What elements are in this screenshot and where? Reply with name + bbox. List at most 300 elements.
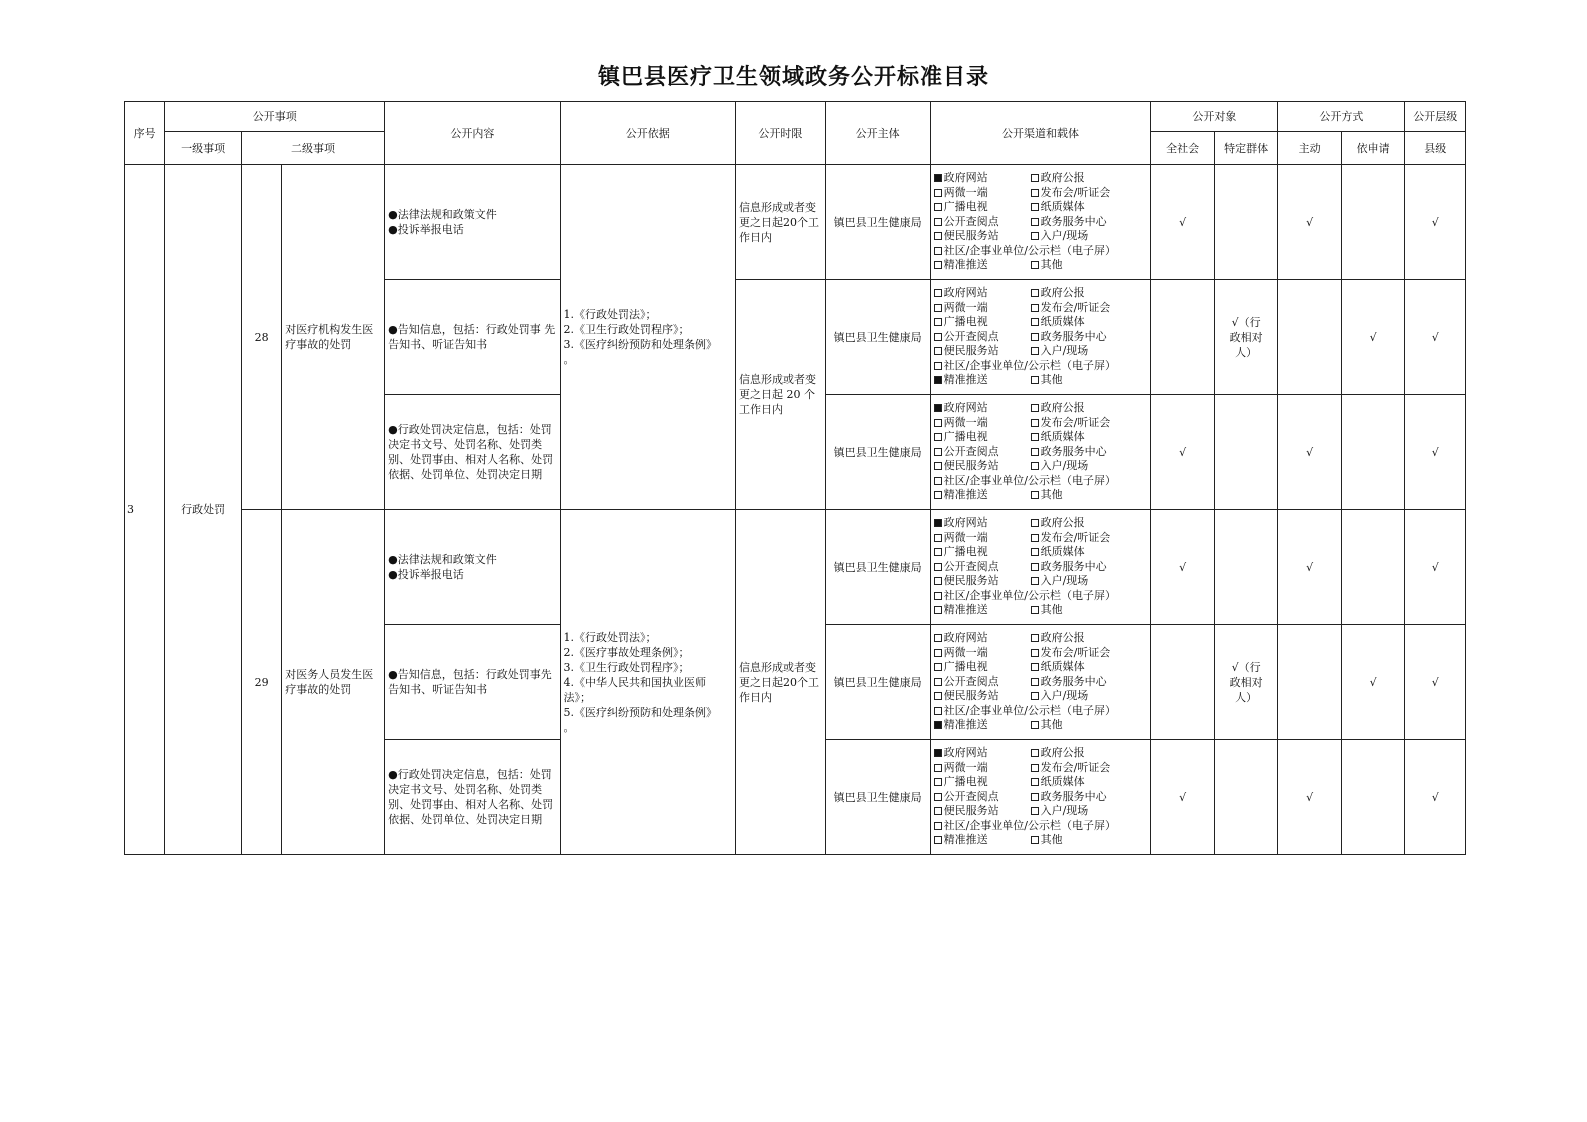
time-limit-cell: 信息形成或者变更之日起20个工作日内 — [735, 165, 825, 280]
checked-box-icon — [934, 721, 942, 729]
channel-label: 政府公报 — [1040, 286, 1085, 300]
unchecked-box-icon — [1031, 836, 1039, 844]
unchecked-box-icon — [1031, 218, 1039, 226]
channel-label: 政务服务中心 — [1040, 329, 1107, 343]
channel-label: 公开查阅点 — [943, 444, 999, 458]
channel-label: 广播电视 — [943, 775, 988, 789]
channel-label: 广播电视 — [943, 660, 988, 674]
channel-item — [1031, 718, 1148, 733]
method-request-cell: √ — [1341, 280, 1405, 395]
channel-item — [1031, 746, 1148, 761]
basis-line: 5.《医疗纠纷预防和处理条例》 — [563, 705, 718, 719]
header-tier: 公开层级 — [1405, 102, 1466, 132]
channel-item — [1031, 459, 1148, 474]
channel-item — [934, 244, 1148, 259]
audience-specific-cell — [1214, 395, 1278, 510]
channel-item — [934, 330, 1031, 345]
channel-label: 发布会/听证会 — [1040, 645, 1111, 659]
unchecked-box-icon — [1031, 519, 1039, 527]
channel-label: 政府公报 — [1040, 401, 1085, 415]
unchecked-box-icon — [1031, 692, 1039, 700]
level2-name: 对医务人员发生医疗事故的处罚 — [282, 510, 385, 855]
channel-item — [1031, 516, 1148, 531]
channel-item — [934, 819, 1148, 834]
header-method: 公开方式 — [1278, 102, 1405, 132]
channel-label: 两微一端 — [943, 760, 988, 774]
unchecked-box-icon — [934, 534, 942, 542]
channel-label: 精准推送 — [943, 488, 988, 502]
channel-item — [934, 186, 1031, 201]
channel-label: 政府网站 — [943, 516, 988, 530]
unchecked-box-icon — [934, 462, 942, 470]
subject-cell: 镇巴县卫生健康局 — [825, 280, 930, 395]
channel-item — [1031, 344, 1148, 359]
channel-item — [1031, 804, 1148, 819]
channel-label: 纸质媒体 — [1040, 200, 1085, 214]
channel-label: 社区/企事业单位/公示栏（电子屏） — [943, 473, 1116, 487]
basis-line: 。 — [563, 353, 575, 366]
channel-item — [934, 790, 1031, 805]
channel-label: 精准推送 — [943, 258, 988, 272]
basis-line: 1.《行政处罚法》； — [563, 308, 657, 321]
unchecked-box-icon — [934, 836, 942, 844]
content-cell — [385, 740, 560, 855]
channel-item — [1031, 775, 1148, 790]
channel-label: 纸质媒体 — [1040, 660, 1085, 674]
channel-item — [934, 488, 1031, 503]
catalog-table — [124, 101, 1466, 855]
channel-item — [934, 704, 1148, 719]
channel-label: 入户/现场 — [1040, 459, 1089, 473]
unchecked-box-icon — [1031, 749, 1039, 757]
channel-label: 入户/现场 — [1040, 574, 1089, 588]
channel-item — [934, 833, 1031, 848]
channel-label: 便民服务站 — [943, 344, 999, 358]
channel-item — [934, 589, 1148, 604]
channel-item — [1031, 660, 1148, 675]
basis-line: 。 — [563, 720, 575, 734]
channel-label: 两微一端 — [943, 645, 988, 659]
unchecked-box-icon — [1031, 491, 1039, 499]
checked-box-icon — [934, 174, 942, 182]
basis-line: 3.《医疗纠纷预防和处理条例》 — [563, 338, 718, 351]
channel-item — [934, 286, 1031, 301]
channel-label: 政府网站 — [943, 631, 988, 645]
channel-item — [934, 775, 1031, 790]
channel-label: 精准推送 — [943, 373, 988, 387]
audience-all-cell: √ — [1151, 165, 1215, 280]
channel-label: 广播电视 — [943, 545, 988, 559]
channel-label: 两微一端 — [943, 300, 988, 314]
channel-item — [1031, 330, 1148, 345]
method-request-cell: √ — [1341, 625, 1405, 740]
unchecked-box-icon — [1031, 649, 1039, 657]
unchecked-box-icon — [934, 793, 942, 801]
unchecked-box-icon — [934, 218, 942, 226]
channel-item — [934, 315, 1031, 330]
channel-item — [934, 560, 1031, 575]
channel-label: 公开查阅点 — [943, 214, 999, 228]
channel-label: 政务服务中心 — [1040, 214, 1107, 228]
unchecked-box-icon — [934, 764, 942, 772]
method-active-cell: √ — [1278, 395, 1342, 510]
header-tier-county: 县级 — [1405, 132, 1466, 165]
basis-cell — [560, 510, 735, 855]
unchecked-box-icon — [934, 634, 942, 642]
subject-cell: 镇巴县卫生健康局 — [825, 395, 930, 510]
catalog-body — [125, 165, 1466, 855]
audience-specific-cell — [1214, 740, 1278, 855]
unchecked-box-icon — [934, 692, 942, 700]
channel-label: 社区/企事业单位/公示栏（电子屏） — [943, 703, 1116, 717]
channel-label: 其他 — [1040, 488, 1063, 502]
channel-label: 社区/企事业单位/公示栏（电子屏） — [943, 358, 1116, 372]
tier-county-cell: √ — [1405, 510, 1466, 625]
channel-label: 纸质媒体 — [1040, 315, 1085, 329]
unchecked-box-icon — [1031, 606, 1039, 614]
channel-label: 两微一端 — [943, 185, 988, 199]
table-row — [125, 165, 1466, 280]
channel-item — [1031, 790, 1148, 805]
channel-label: 公开查阅点 — [943, 559, 999, 573]
content-cell — [385, 625, 560, 740]
header-content: 公开内容 — [385, 102, 560, 165]
unchecked-box-icon — [934, 663, 942, 671]
content-line: ●行政处罚决定信息，包括：处罚决定书文号、处罚名称、处罚类别、处罚事由、相对人名称、处罚依据、处罚单位、处罚决定日期 — [388, 768, 554, 826]
channel-label: 其他 — [1040, 603, 1063, 617]
header-audience: 公开对象 — [1151, 102, 1278, 132]
channel-item — [1031, 445, 1148, 460]
channel-label: 其他 — [1040, 833, 1063, 847]
unchecked-box-icon — [1031, 534, 1039, 542]
unchecked-box-icon — [1031, 721, 1039, 729]
channel-item — [1031, 186, 1148, 201]
channel-item — [934, 631, 1031, 646]
unchecked-box-icon — [934, 822, 942, 830]
channel-label: 政府公报 — [1040, 516, 1085, 530]
channel-item — [934, 516, 1031, 531]
unchecked-box-icon — [934, 678, 942, 686]
audience-specific-cell — [1214, 165, 1278, 280]
channel-item — [934, 804, 1031, 819]
unchecked-box-icon — [934, 419, 942, 427]
channel-label: 政府公报 — [1040, 171, 1085, 185]
unchecked-box-icon — [1031, 289, 1039, 297]
channel-label: 入户/现场 — [1040, 689, 1089, 703]
basis-line: 1.《行政处罚法》； — [563, 630, 657, 644]
channels-grid — [934, 171, 1148, 273]
checked-box-icon — [934, 749, 942, 757]
audience-specific-cell — [1214, 510, 1278, 625]
header-items: 公开事项 — [165, 102, 385, 132]
unchecked-box-icon — [934, 261, 942, 269]
tier-county-cell: √ — [1405, 395, 1466, 510]
channel-item — [1031, 301, 1148, 316]
time-limit-cell: 信息形成或者变更之日起20个工作日内 — [735, 510, 825, 855]
header-seq: 序号 — [125, 102, 165, 165]
unchecked-box-icon — [1031, 807, 1039, 815]
level1-cell: 行政处罚 — [165, 165, 242, 855]
unchecked-box-icon — [1031, 376, 1039, 384]
basis-line: 2.《医疗事故处理条例》； — [563, 645, 690, 659]
channel-label: 发布会/听证会 — [1040, 300, 1111, 314]
channel-item — [1031, 531, 1148, 546]
channel-item — [1031, 689, 1148, 704]
checked-box-icon — [934, 519, 942, 527]
method-active-cell: √ — [1278, 165, 1342, 280]
subject-cell: 镇巴县卫生健康局 — [825, 740, 930, 855]
channel-label: 公开查阅点 — [943, 329, 999, 343]
unchecked-box-icon — [934, 807, 942, 815]
unchecked-box-icon — [934, 362, 942, 370]
channel-label: 两微一端 — [943, 530, 988, 544]
content-line: ●告知信息，包括：行政处罚事 先告知书、听证告知书 — [388, 323, 556, 351]
channel-item — [934, 401, 1031, 416]
channel-label: 纸质媒体 — [1040, 545, 1085, 559]
content-cell — [385, 395, 560, 510]
unchecked-box-icon — [1031, 793, 1039, 801]
unchecked-box-icon — [934, 304, 942, 312]
channels-cell — [930, 625, 1151, 740]
channel-item — [934, 545, 1031, 560]
unchecked-box-icon — [934, 592, 942, 600]
content-cell — [385, 510, 560, 625]
channel-item — [1031, 416, 1148, 431]
header-m-request: 依申请 — [1341, 132, 1405, 165]
basis-line: 3.《卫生行政处罚程序》； — [563, 660, 690, 674]
tier-county-cell: √ — [1405, 625, 1466, 740]
subject-cell: 镇巴县卫生健康局 — [825, 165, 930, 280]
channel-item — [934, 675, 1031, 690]
unchecked-box-icon — [934, 289, 942, 297]
channel-item — [1031, 631, 1148, 646]
channel-label: 发布会/听证会 — [1040, 530, 1111, 544]
unchecked-box-icon — [1031, 404, 1039, 412]
channel-item — [934, 200, 1031, 215]
content-line: ●投诉举报电话 — [388, 223, 464, 236]
channel-item — [934, 416, 1031, 431]
channels-grid — [934, 631, 1148, 733]
channel-label: 便民服务站 — [943, 689, 999, 703]
channels-cell — [930, 740, 1151, 855]
unchecked-box-icon — [1031, 174, 1039, 182]
method-request-cell — [1341, 165, 1405, 280]
tier-county-cell: √ — [1405, 280, 1466, 395]
header-subject: 公开主体 — [825, 102, 930, 165]
channel-item — [1031, 286, 1148, 301]
content-cell — [385, 165, 560, 280]
unchecked-box-icon — [934, 577, 942, 585]
channel-label: 便民服务站 — [943, 459, 999, 473]
channel-item — [934, 171, 1031, 186]
unchecked-box-icon — [934, 203, 942, 211]
channel-label: 社区/企事业单位/公示栏（电子屏） — [943, 243, 1116, 257]
channel-item — [1031, 574, 1148, 589]
unchecked-box-icon — [1031, 347, 1039, 355]
audience-all-cell: √ — [1151, 395, 1215, 510]
page-title: 镇巴县医疗卫生领域政务公开标准目录 — [597, 64, 989, 90]
channel-label: 精准推送 — [943, 718, 988, 732]
channel-label: 广播电视 — [943, 315, 988, 329]
channel-item — [1031, 215, 1148, 230]
channel-item — [1031, 603, 1148, 618]
table-row — [125, 510, 1466, 625]
basis-line: 4.《中华人民共和国执业医师法》； — [563, 675, 707, 704]
subject-cell: 镇巴县卫生健康局 — [825, 625, 930, 740]
method-active-cell — [1278, 280, 1342, 395]
channel-item — [934, 689, 1031, 704]
channel-label: 发布会/听证会 — [1040, 185, 1111, 199]
content-line: ●法律法规和政策文件 — [388, 553, 497, 566]
channel-label: 精准推送 — [943, 833, 988, 847]
channel-label: 发布会/听证会 — [1040, 760, 1111, 774]
channel-label: 政府网站 — [943, 746, 988, 760]
seq-cell: 3 — [125, 165, 165, 855]
channel-item — [1031, 373, 1148, 388]
channel-label: 两微一端 — [943, 415, 988, 429]
channel-label: 政务服务中心 — [1040, 559, 1107, 573]
channel-item — [934, 646, 1031, 661]
channel-label: 发布会/听证会 — [1040, 415, 1111, 429]
channel-label: 政府公报 — [1040, 746, 1085, 760]
audience-all-cell — [1151, 625, 1215, 740]
unchecked-box-icon — [934, 491, 942, 499]
channel-label: 广播电视 — [943, 430, 988, 444]
level2-name: 对医疗机构发生医疗事故的处罚 — [282, 165, 385, 510]
unchecked-box-icon — [934, 347, 942, 355]
unchecked-box-icon — [934, 232, 942, 240]
unchecked-box-icon — [934, 477, 942, 485]
channel-label: 入户/现场 — [1040, 804, 1089, 818]
channel-item — [934, 474, 1148, 489]
channel-item — [1031, 761, 1148, 776]
header-m-active: 主动 — [1278, 132, 1342, 165]
channel-label: 纸质媒体 — [1040, 430, 1085, 444]
tier-county-cell: √ — [1405, 165, 1466, 280]
unchecked-box-icon — [1031, 462, 1039, 470]
audience-specific-cell: √（行政相对人） — [1214, 280, 1278, 395]
method-request-cell — [1341, 510, 1405, 625]
channel-item — [1031, 430, 1148, 445]
channel-item — [934, 531, 1031, 546]
audience-all-cell: √ — [1151, 510, 1215, 625]
channel-item — [934, 430, 1031, 445]
unchecked-box-icon — [934, 448, 942, 456]
channel-item — [934, 258, 1031, 273]
unchecked-box-icon — [934, 189, 942, 197]
channel-item — [1031, 258, 1148, 273]
channel-item — [1031, 675, 1148, 690]
channel-label: 入户/现场 — [1040, 229, 1089, 243]
unchecked-box-icon — [1031, 304, 1039, 312]
channel-label: 其他 — [1040, 718, 1063, 732]
channel-item — [934, 718, 1031, 733]
method-active-cell — [1278, 625, 1342, 740]
channel-item — [1031, 545, 1148, 560]
channel-label: 社区/企事业单位/公示栏（电子屏） — [943, 588, 1116, 602]
unchecked-box-icon — [934, 606, 942, 614]
content-line: ●法律法规和政策文件 — [388, 208, 497, 221]
channel-item — [934, 746, 1031, 761]
channel-item — [934, 359, 1148, 374]
unchecked-box-icon — [1031, 419, 1039, 427]
item-number: 29 — [241, 510, 281, 855]
unchecked-box-icon — [934, 707, 942, 715]
channel-label: 公开查阅点 — [943, 789, 999, 803]
channel-item — [1031, 560, 1148, 575]
channel-item — [1031, 833, 1148, 848]
basis-cell — [560, 165, 735, 510]
channel-label: 精准推送 — [943, 603, 988, 617]
channel-label: 政府公报 — [1040, 631, 1085, 645]
channel-item — [934, 373, 1031, 388]
unchecked-box-icon — [1031, 232, 1039, 240]
channels-cell — [930, 510, 1151, 625]
time-limit-cell: 信息形成或者变更之日起 20 个工作日内 — [735, 280, 825, 510]
method-request-cell — [1341, 740, 1405, 855]
channel-item — [934, 603, 1031, 618]
channel-item — [1031, 229, 1148, 244]
channel-label: 其他 — [1040, 258, 1063, 272]
unchecked-box-icon — [934, 563, 942, 571]
unchecked-box-icon — [1031, 433, 1039, 441]
unchecked-box-icon — [1031, 448, 1039, 456]
header-level1: 一级事项 — [165, 132, 242, 165]
channels-grid — [934, 746, 1148, 848]
channel-label: 政府网站 — [943, 401, 988, 415]
audience-specific-cell: √（行政相对人） — [1214, 625, 1278, 740]
channel-item — [934, 301, 1031, 316]
unchecked-box-icon — [1031, 678, 1039, 686]
unchecked-box-icon — [934, 548, 942, 556]
channel-label: 便民服务站 — [943, 804, 999, 818]
unchecked-box-icon — [934, 247, 942, 255]
unchecked-box-icon — [1031, 663, 1039, 671]
channel-item — [1031, 171, 1148, 186]
channel-item — [1031, 315, 1148, 330]
channels-grid — [934, 286, 1148, 388]
checked-box-icon — [934, 404, 942, 412]
channel-item — [934, 459, 1031, 474]
channel-label: 政府网站 — [943, 171, 988, 185]
channel-label: 社区/企事业单位/公示栏（电子屏） — [943, 818, 1116, 832]
channel-item — [934, 574, 1031, 589]
unchecked-box-icon — [1031, 318, 1039, 326]
unchecked-box-icon — [934, 318, 942, 326]
channel-label: 便民服务站 — [943, 229, 999, 243]
unchecked-box-icon — [934, 433, 942, 441]
channel-item — [1031, 200, 1148, 215]
content-line: ●行政处罚决定信息，包括：处罚决定书文号、处罚名称、处罚类别、处罚事由、相对人名称、处罚依据、处罚单位、处罚决定日期 — [388, 423, 554, 481]
channel-label: 公开查阅点 — [943, 674, 999, 688]
channels-grid — [934, 401, 1148, 503]
channel-label: 政府网站 — [943, 286, 988, 300]
content-cell — [385, 280, 560, 395]
method-active-cell: √ — [1278, 510, 1342, 625]
channel-label: 入户/现场 — [1040, 344, 1089, 358]
channel-item — [934, 445, 1031, 460]
unchecked-box-icon — [934, 649, 942, 657]
channel-label: 广播电视 — [943, 200, 988, 214]
channel-item — [934, 660, 1031, 675]
unchecked-box-icon — [1031, 261, 1039, 269]
channel-label: 政务服务中心 — [1040, 674, 1107, 688]
header-channels: 公开渠道和载体 — [930, 102, 1151, 165]
item-number: 28 — [241, 165, 281, 510]
unchecked-box-icon — [1031, 764, 1039, 772]
channel-item — [934, 344, 1031, 359]
unchecked-box-icon — [934, 778, 942, 786]
